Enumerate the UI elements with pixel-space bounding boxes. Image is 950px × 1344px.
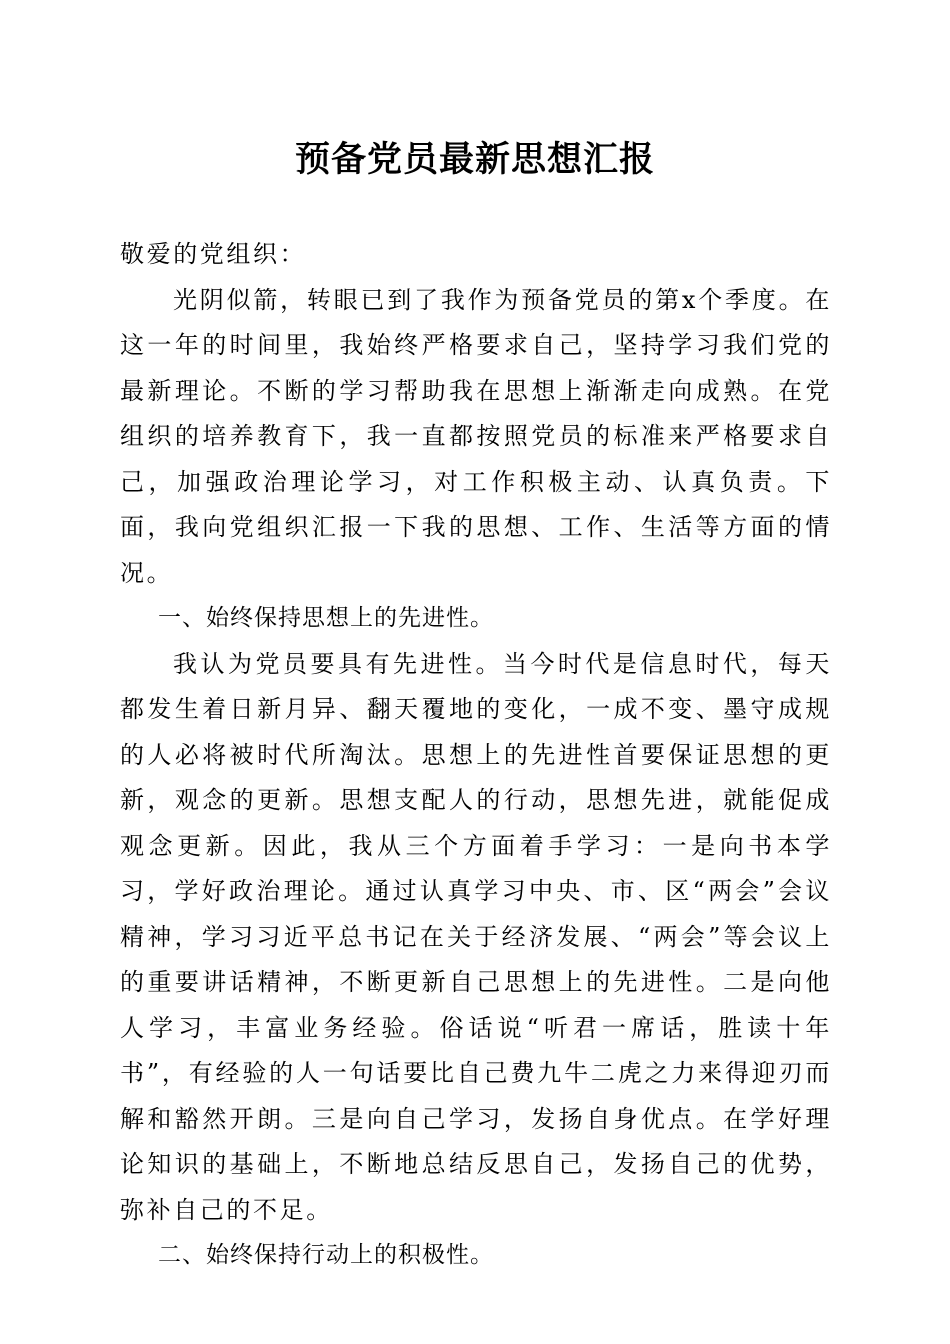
section-1-heading: 一、始终保持思想上的先进性。 [158, 605, 494, 631]
section-2-heading: 二、始终保持行动上的积极性。 [158, 1242, 494, 1268]
section-1-paragraph: 我认为党员要具有先进性。当今时代是信息时代，每天都发生着日新月异、翻天覆地的变化，一成不变、墨守成规的人必将被时代所淘汰。思想上的先进性首要保证思想的更新，观念的更新。思想支配人的行动，思想先进，就能促成观念更新。因此，我从三个方面着手学习：一是向书本学习，学好政治理论。通过认真学习中央、市、区“两会”会议精神，学习习近平总书记在关于经济发展、“两会”等会议上的重要讲话精神，不断更新自己思想上的先进性。二是向他人学习，丰富业务经验。俗话说“听君一席话，胜读十年书”，有经验的人一句话要比自己费九牛二虎之力来得迎刃而解和豁然开朗。三是向自己学习，发扬自身优点。在学好理论知识的基础上，不断地总结反思自己，发扬自己的优势，弥补自己的不足。 [120, 649, 832, 1224]
intro-paragraph: 光阴似箭，转眼已到了我作为预备党员的第x个季度。在这一年的时间里，我始终严格要求自己，坚持学习我们党的最新理论。不断的学习帮助我在思想上渐渐走向成熟。在党组织的培养教育下，我一直都按照党员的标准来严格要求自己，加强政治理论学习，对工作积极主动、认真负责。下面，我向党组织汇报一下我的思想、工作、生活等方面的情况。 [120, 285, 832, 587]
document-body [120, 232, 832, 1279]
salutation: 敬爱的党组织： [120, 240, 307, 268]
document-title: 预备党员最新思想汇报 [294, 139, 655, 180]
